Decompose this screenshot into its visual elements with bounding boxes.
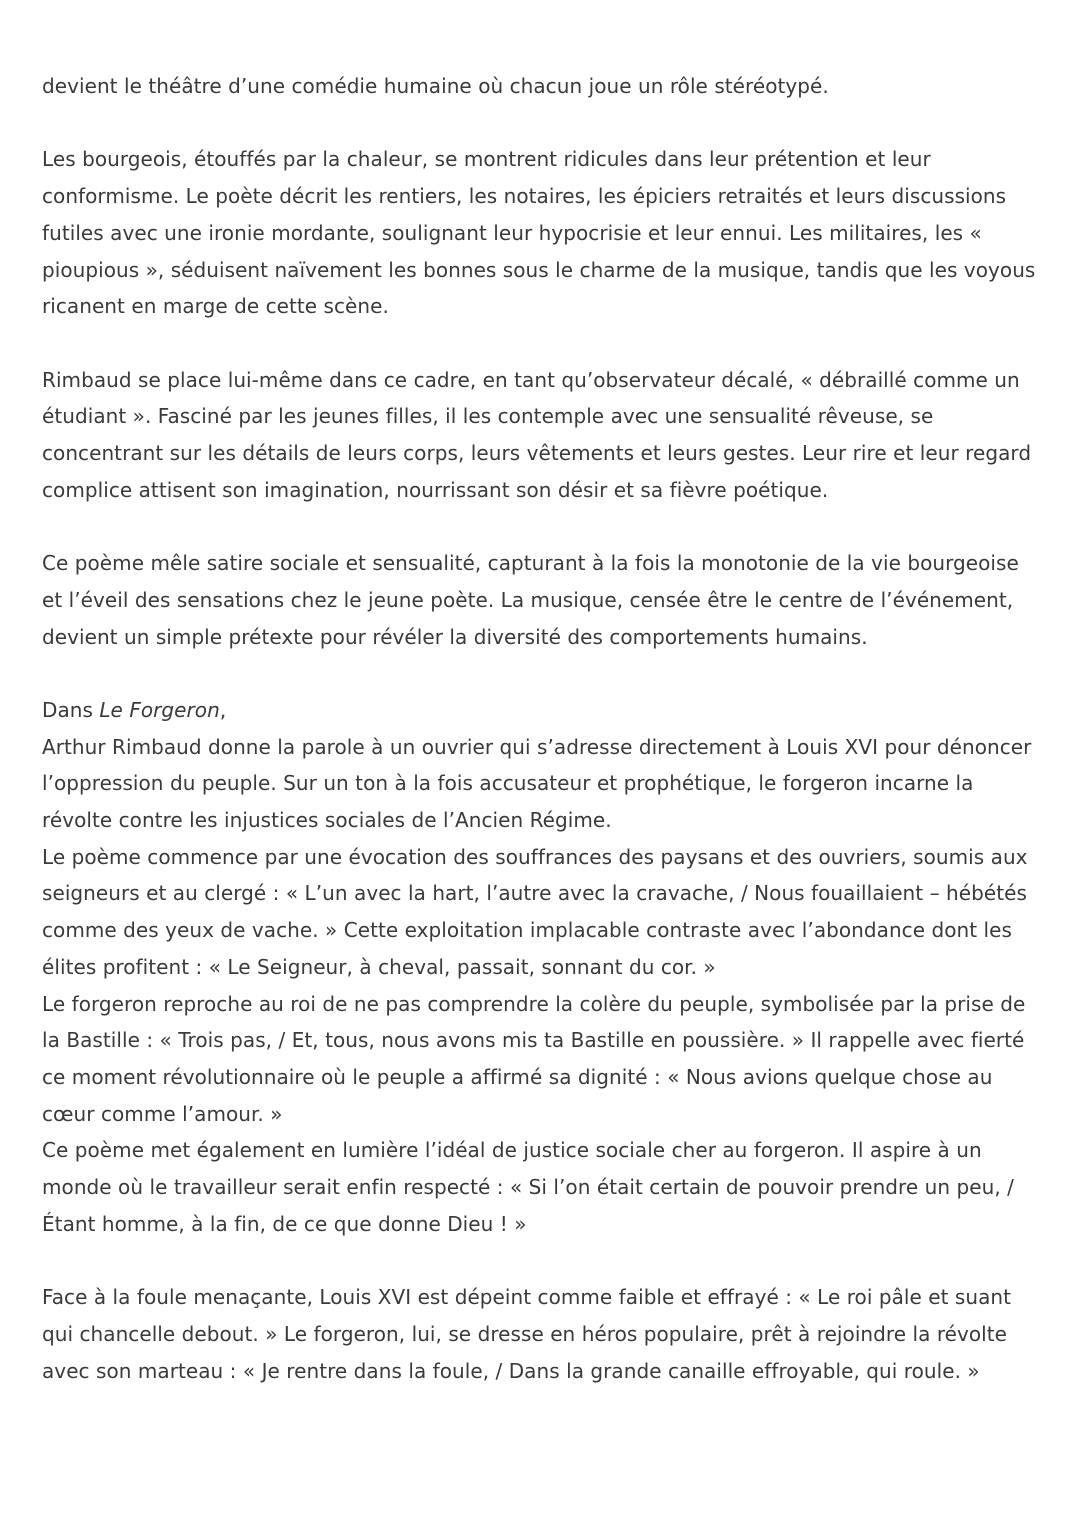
paragraph-forgeron-justice: Ce poème met également en lumière l’idéal de justice sociale cher au forgeron. Il aspire à un monde où le travailleur serait enfin respecté : « Si l’on était certain de pouvoir prendre un peu, / Étant homme, à la fin, de ce que donne Dieu ! » — [42, 1138, 1014, 1236]
paragraph-forgeron-heading — [42, 692, 1042, 729]
heading-prefix: Dans — [42, 697, 100, 722]
document-body — [42, 68, 1042, 1426]
heading-suffix: , — [219, 697, 227, 722]
paragraph-forgeron-intro: Arthur Rimbaud donne la parole à un ouvrier qui s’adresse directement à Louis XVI pour dénoncer l’oppression du peuple. Sur un ton à la fois accusateur et prophétique, le forgeron incarne la révolte contre les injustices sociales de l’Ancien Régime. — [42, 734, 1032, 832]
paragraph-louis-xvi: Face à la foule menaçante, Louis XVI est dépeint comme faible et effrayé : « Le roi pâle et suant qui chancelle debout. » Le forgeron, lui, se dresse en héros populaire, prêt à rejoindre la révolte avec son marteau : « Je rentre dans la foule, / Dans la grande canaille effroyable, qui roule. » — [42, 1285, 1012, 1383]
paragraph-rimbaud-observer: Rimbaud se place lui-même dans ce cadre, en tant qu’observateur décalé, « débraillé comme un étudiant ». Fasciné par les jeunes filles, il les contemple avec une sensualité rêveuse, se concentrant sur les détails de leurs corps, leurs vêtements et leurs gestes. Leur rire et leur regard complice attisent son imagination, nourrissant son désir et sa fièvre poétique. — [42, 367, 1032, 502]
paragraph-forgeron-souffrances: Le poème commence par une évocation des souffrances des paysans et des ouvriers, soumis aux seigneurs et au clergé : « L’un avec la hart, l’autre avec la cravache, / Nous fouaillaient – hébétés comme des yeux de vache. » Cette exploitation implacable contraste avec l’abondance dont les élites profitent : « Le Seigneur, à cheval, passait, sonnant du cor. » — [42, 844, 1028, 979]
paragraph-intro: devient le théâtre d’une comédie humaine où chacun joue un rôle stéréotypé. — [42, 74, 829, 98]
paragraph-satire: Ce poème mêle satire sociale et sensualité, capturant à la fois la monotonie de la vie bourgeoise et l’éveil des sensations chez le jeune poète. La musique, censée être le centre de l’événement, devient un simple prétexte pour révéler la diversité des comportements humains. — [42, 551, 1019, 649]
paragraph-forgeron-bastille: Le forgeron reproche au roi de ne pas comprendre la colère du peuple, symbolisée par la prise de la Bastille : « Trois pas, / Et, tous, nous avons mis ta Bastille en poussière. » Il rappelle avec fierté ce moment révolutionnaire où le peuple a affirmé sa dignité : « Nous avions quelque chose au cœur comme l’amour. » — [42, 991, 1026, 1126]
poem-title: Le Forgeron — [99, 697, 220, 722]
paragraph-bourgeois: Les bourgeois, étouffés par la chaleur, se montrent ridicules dans leur prétention et leur conformisme. Le poète décrit les rentiers, les notaires, les épiciers retraités et leurs discussions futiles avec une ironie mordante, soulignant leur hypocrisie et leur ennui. Les militaires, les « pioupious », séduisent naïvement les bonnes sous le charme de la musique, tandis que les voyous ricanent en marge de cette scène. — [42, 147, 1036, 319]
